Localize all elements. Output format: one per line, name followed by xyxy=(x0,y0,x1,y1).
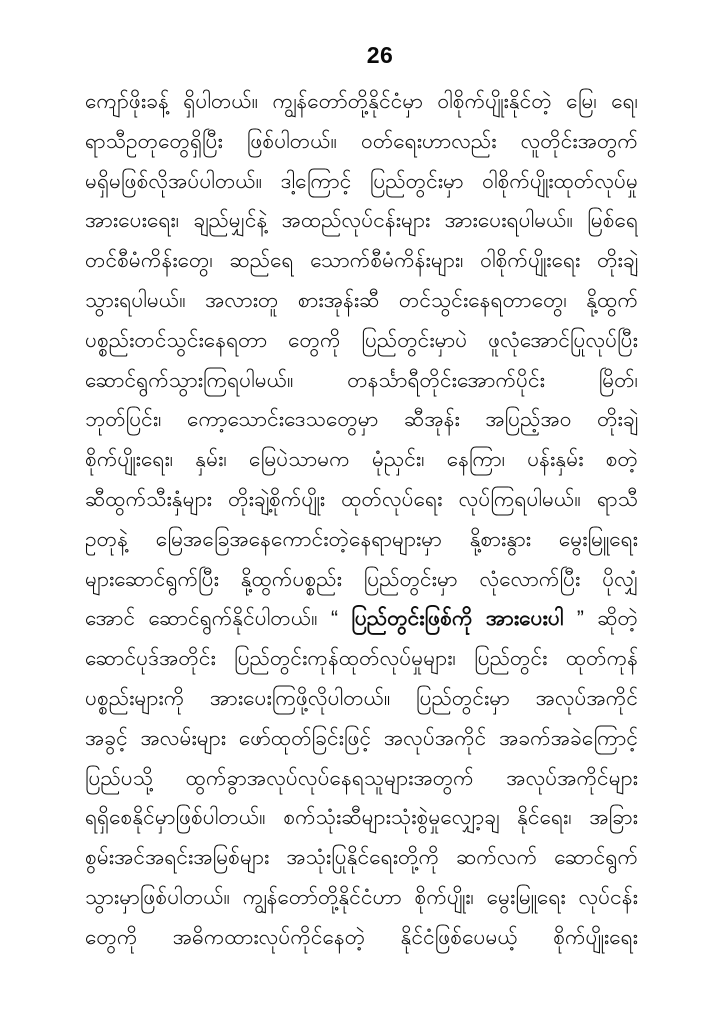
text-line xyxy=(85,798,638,838)
text-segment: ပြည်ပသို့ ထွက်ခွာအလုပ်လုပ်နေရသူများအတွက် အလုပ်အကိုင်များ xyxy=(85,766,638,790)
text-line xyxy=(85,201,638,241)
text-segment: စွမ်းအင်အရင်းအမြစ်များ အသုံးပြုနိုင်ရေးတို့ကို ဆက်လက် ဆောင်ရွက် xyxy=(85,846,638,870)
text-segment: ဆီထွက်သီးနှံများ တိုးချဲ့စိုက်ပျိုး ထုတ်လုပ်ရေး လုပ်ကြရပါမယ်။ ရာသီ xyxy=(85,487,638,511)
text-segment: မရှိမဖြစ်လိုအပ်ပါတယ်။ ဒါ့ကြောင့် ပြည်တွင်းမှာ ဝါစိုက်ပျိုးထုတ်လုပ်မှု xyxy=(85,169,638,193)
text-line xyxy=(85,241,638,281)
text-segment: ရာသီဥတုတွေရှိပြီး ဖြစ်ပါတယ်။ ဝတ်ရေးဟာလည်း လူတိုင်းအတွက် xyxy=(85,129,638,153)
text-line xyxy=(85,759,638,799)
text-line xyxy=(85,520,638,560)
text-line xyxy=(85,560,638,600)
text-line xyxy=(85,162,638,202)
text-line xyxy=(85,918,638,958)
paragraph-text xyxy=(85,82,638,958)
text-line xyxy=(85,361,638,401)
text-line xyxy=(85,122,638,162)
text-segment: အားပေးရေး၊ ချည်မျှင်နဲ့ အထည်လုပ်ငန်းများ အားပေးရပါမယ်။ မြစ်ရေ xyxy=(85,209,638,233)
text-line xyxy=(85,679,638,719)
text-line xyxy=(85,878,638,918)
text-segment: တင်စီမံကိန်းတွေ၊ ဆည်ရေ သောက်စီမံကိန်းများ၊ ဝါစိုက်ပျိုးရေး တိုးချဲ့ xyxy=(85,249,638,273)
text-segment: ဥတုနဲ့ မြေအခြေအနေကောင်းတဲ့နေရာများမှာ နို့စားနွား မွေးမြူရေး xyxy=(85,527,638,551)
text-segment: အခွင့် အလမ်းများ ဖော်ထုတ်ခြင်းဖြင့် အလုပ်အကိုင် အခက်အခဲကြောင့် xyxy=(85,726,638,750)
text-segment: ဆောင်ပုဒ်အတိုင်း ပြည်တွင်းကုန်ထုတ်လုပ်မှုများ၊ ပြည်တွင်း ထုတ်ကုန် xyxy=(85,647,638,671)
text-segment: သွားမှာဖြစ်ပါတယ်။ ကျွန်တော်တို့နိုင်ငံဟာ စိုက်ပျိုး၊ မွေးမြူရေး လုပ်ငန်း xyxy=(85,885,638,909)
text-segment: တွေကို အဓိကထားလုပ်ကိုင်နေတဲ့ နိုင်ငံဖြစ်ပေမယ့် စိုက်ပျိုးရေး xyxy=(85,925,638,949)
text-line xyxy=(85,639,638,679)
text-segment: ဘုတ်ပြင်း၊ ကော့သောင်းဒေသတွေမှာ ဆီအုန်း အပြည့်အဝ တိုးချဲ့ xyxy=(85,408,638,432)
text-line xyxy=(85,440,638,480)
text-segment: စိုက်ပျိုးရေး၊ နှမ်း၊ မြေပဲသာမက မုံညှင်း၊ နေကြာ၊ ပန်းနှမ်း စတဲ့ xyxy=(85,448,638,472)
text-segment: ပစ္စည်းများကို အားပေးကြဖို့လိုပါတယ်။ ပြည်တွင်းမှာ အလုပ်အကိုင် xyxy=(85,686,638,710)
text-segment: အောင် ဆောင်ရွက်နိုင်ပါတယ်။ “ xyxy=(85,607,352,631)
text-segment: များဆောင်ရွက်ပြီး နို့ထွက်ပစ္စည်း ပြည်တွင်းမှာ လုံလောက်ပြီး ပိုလျှံ xyxy=(85,567,638,591)
text-line xyxy=(85,480,638,520)
text-line xyxy=(85,719,638,759)
text-segment: ” ဆိုတဲ့ xyxy=(563,607,638,631)
text-line xyxy=(85,82,638,122)
text-segment: ရရှိစေနိုင်မှာဖြစ်ပါတယ်။ စက်သုံးဆီများသုံးစွဲမှုလျှော့ချ နိုင်ရေး၊ အခြား xyxy=(85,806,638,830)
text-segment: သွားရပါမယ်။ အလားတူ စားအုန်းဆီ တင်သွင်းနေရတာတွေ၊ နို့ထွက် xyxy=(85,288,638,312)
text-line xyxy=(85,400,638,440)
text-segment: ပစ္စည်းတင်သွင်းနေရတာ တွေကို ပြည်တွင်းမှာပဲ ဖူလုံအောင်ပြုလုပ်ပြီး xyxy=(85,328,638,352)
text-line xyxy=(85,281,638,321)
text-line xyxy=(85,838,638,878)
text-line xyxy=(85,321,638,361)
text-segment: ကျော်ဖိုးခန့် ရှိပါတယ်။ ကျွန်တော်တို့နိုင်ငံမှာ ဝါစိုက်ပျိုးနိုင်တဲ့ မြေ၊ ရေ၊ xyxy=(85,90,638,113)
text-segment: ဆောင်ရွက်သွားကြရပါမယ်။ တနင်္သာရီတိုင်းအောက်ပိုင်း မြိတ်၊ xyxy=(85,368,638,392)
page-number: 26 xyxy=(366,42,394,68)
text-line xyxy=(85,599,638,639)
quoted-slogan-text: ပြည်တွင်းဖြစ်ကို အားပေးပါ xyxy=(351,607,564,631)
